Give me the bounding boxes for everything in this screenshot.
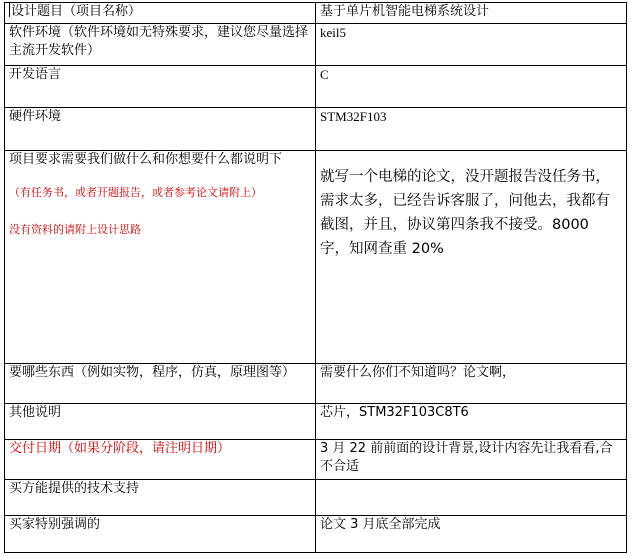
label-buyer-emphasis: 买家特别强调的 [5,516,316,553]
value-delivery-date[interactable] [316,440,627,480]
requirements-label: 项目要求需要我们做什么和你想要什么都说明下 [9,152,283,167]
value-other-notes[interactable]: 芯片，STM32F103C8T6 [316,404,627,440]
label-software-env: 软件环境（软件环境如无特殊要求，建议您尽量选择主流开发软件） [5,24,316,66]
row-buyer-emphasis [5,516,627,553]
row-delivery-date [5,440,627,480]
requirements-note-design-idea: 没有资料的请附上设计思路 [9,223,141,236]
requirements-note-attachments: （有任务书，或者开题报告，或者参考论文请附上） [9,186,262,199]
value-project-title[interactable]: 基于单片机智能电梯系统设计 [316,3,627,24]
value-buyer-emphasis[interactable]: 论文 3 月底全部完成 [316,516,627,553]
row-deliverables [5,364,627,404]
requirements-text: 就写一个电梯的论文，没开题报告没任务书，需求太多，已经告诉客服了，问他去，我都有截图，并且，协议第四条我不接受。8000 字，知网查重 20% [320,169,610,257]
label-other-notes: 其他说明 [5,404,316,440]
label-project-title: 设计题目（项目名称） [5,3,316,24]
value-requirements[interactable] [316,151,627,364]
text-cursor [9,3,10,17]
row-requirements [5,151,627,364]
label-requirements [5,151,316,364]
value-software-env[interactable]: keil5 [316,24,627,66]
requirements-table [4,2,627,553]
row-software-env [5,24,627,66]
row-other-notes [5,404,627,440]
label-delivery-date: 交付日期（如果分阶段，请注明日期） [5,440,316,480]
label-tech-support: 买方能提供的技术支持 [5,480,316,516]
label-deliverables: 要哪些东西（例如实物，程序，仿真，原理图等） [5,364,316,404]
delivery-date-text: 3 月 22 前前面的设计背景,设计内容先让我看看,合不合适 [320,441,613,474]
label-language: 开发语言 [5,66,316,108]
value-deliverables[interactable]: 需要什么你们不知道吗？论文啊， [316,364,627,404]
row-language [5,66,627,108]
row-hardware-env [5,108,627,151]
value-tech-support[interactable] [316,480,627,516]
value-hardware-env[interactable]: STM32F103 [316,108,627,151]
row-tech-support [5,480,627,516]
value-language[interactable]: C [316,66,627,108]
label-hardware-env: 硬件环境 [5,108,316,151]
row-project-title [5,3,627,24]
